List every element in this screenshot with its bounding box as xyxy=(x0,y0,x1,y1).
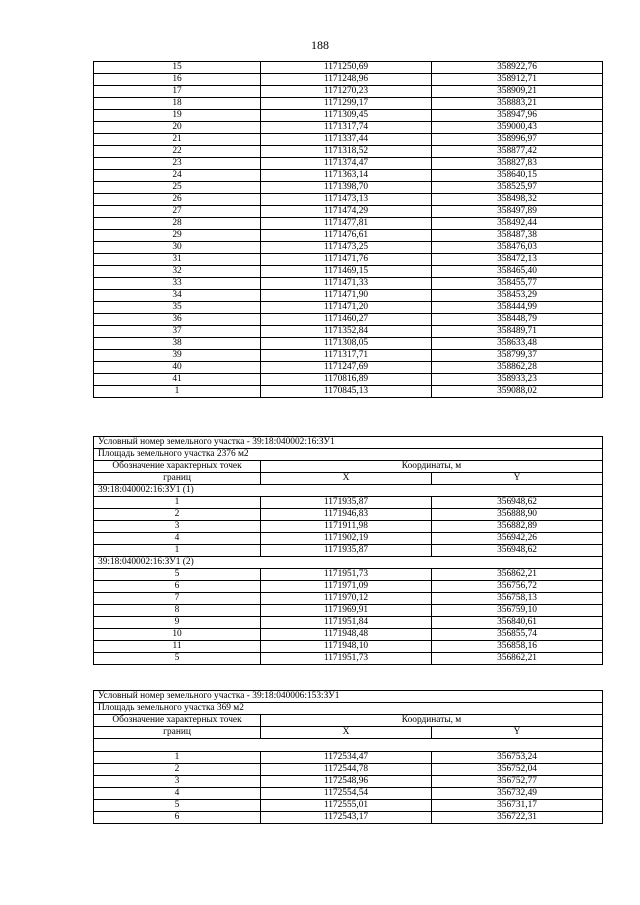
cell-x: 1171363,14 xyxy=(261,170,432,182)
cell-y: 358827,83 xyxy=(432,158,603,170)
cell-point: 9 xyxy=(94,617,261,629)
cell-point: 2 xyxy=(94,509,261,521)
plot1-part-label: 39:18:040002:16:ЗУ1 (2) xyxy=(94,557,603,569)
cell-point: 23 xyxy=(94,158,261,170)
cell-y: 356752,04 xyxy=(432,764,603,776)
cell-y: 356862,21 xyxy=(432,653,603,665)
cell-x: 1171970,12 xyxy=(261,593,432,605)
cell-point: 34 xyxy=(94,290,261,302)
table-row xyxy=(94,122,603,134)
cell-x: 1171946,83 xyxy=(261,509,432,521)
cell-x: 1171317,74 xyxy=(261,122,432,134)
table-row xyxy=(94,98,603,110)
cell-y: 358799,37 xyxy=(432,350,603,362)
table-row xyxy=(94,86,603,98)
plot1-y-header: Y xyxy=(432,473,603,485)
cell-x: 1171911,98 xyxy=(261,521,432,533)
cell-point: 8 xyxy=(94,605,261,617)
cell-y: 356942,26 xyxy=(432,533,603,545)
cell-point: 1 xyxy=(94,497,261,509)
cell-x: 1171471,90 xyxy=(261,290,432,302)
table-row xyxy=(94,182,603,194)
plot1-part-label-row xyxy=(94,485,603,497)
cell-x: 1171337,44 xyxy=(261,134,432,146)
plot2-x-header: X xyxy=(261,727,432,739)
table-row xyxy=(94,569,603,581)
cell-x: 1171352,84 xyxy=(261,326,432,338)
cell-point: 3 xyxy=(94,521,261,533)
cell-point: 22 xyxy=(94,146,261,158)
cell-point: 4 xyxy=(94,533,261,545)
cell-point: 28 xyxy=(94,218,261,230)
plot2-coordinates-table xyxy=(93,690,603,824)
plot2-coords-header: Координаты, м xyxy=(261,715,603,727)
cell-point: 26 xyxy=(94,194,261,206)
cell-y: 358448,79 xyxy=(432,314,603,326)
cell-x: 1171471,33 xyxy=(261,278,432,290)
cell-x: 1170816,89 xyxy=(261,374,432,386)
cell-point: 6 xyxy=(94,581,261,593)
cell-point: 30 xyxy=(94,242,261,254)
cell-y: 358947,96 xyxy=(432,110,603,122)
table-row xyxy=(94,74,603,86)
table-row xyxy=(94,617,603,629)
cell-x: 1171270,23 xyxy=(261,86,432,98)
cell-y: 356759,10 xyxy=(432,605,603,617)
table-row xyxy=(94,800,603,812)
cell-x: 1171250,69 xyxy=(261,62,432,74)
cell-point: 17 xyxy=(94,86,261,98)
cell-point: 33 xyxy=(94,278,261,290)
plot2-points-header-line2: границ xyxy=(94,727,261,739)
cell-x: 1171473,13 xyxy=(261,194,432,206)
plot1-points-header: Обозначение характерных точек xyxy=(94,461,261,473)
cell-y: 356756,72 xyxy=(432,581,603,593)
cell-point: 5 xyxy=(94,653,261,665)
cell-y: 358862,28 xyxy=(432,362,603,374)
cell-y: 359088,02 xyxy=(432,386,603,398)
cell-y: 358465,40 xyxy=(432,266,603,278)
cell-x: 1171474,29 xyxy=(261,206,432,218)
plot2-blank-row xyxy=(94,739,603,752)
cell-point: 16 xyxy=(94,74,261,86)
table-row xyxy=(94,653,603,665)
cell-x: 1172534,47 xyxy=(261,752,432,764)
cell-y: 359000,43 xyxy=(432,122,603,134)
continued-table-body xyxy=(94,62,603,398)
cell-y: 358912,71 xyxy=(432,74,603,86)
plot2-table-body xyxy=(94,691,603,824)
table-row xyxy=(94,545,603,557)
plot1-coordinates-table xyxy=(93,436,603,665)
cell-y: 356732,49 xyxy=(432,788,603,800)
cell-x: 1171951,73 xyxy=(261,569,432,581)
cell-y: 358492,44 xyxy=(432,218,603,230)
cell-x: 1171902,19 xyxy=(261,533,432,545)
cell-x: 1172554,54 xyxy=(261,788,432,800)
cell-point: 29 xyxy=(94,230,261,242)
cell-y: 356855,74 xyxy=(432,629,603,641)
cell-y: 358909,21 xyxy=(432,86,603,98)
cell-x: 1171309,45 xyxy=(261,110,432,122)
cell-y: 356731,17 xyxy=(432,800,603,812)
cell-y: 358487,38 xyxy=(432,230,603,242)
plot2-points-header: Обозначение характерных точек xyxy=(94,715,261,727)
cell-x: 1171469,15 xyxy=(261,266,432,278)
cell-y: 356752,77 xyxy=(432,776,603,788)
cell-point: 5 xyxy=(94,569,261,581)
cell-y: 358476,03 xyxy=(432,242,603,254)
cell-y: 358455,77 xyxy=(432,278,603,290)
table-row xyxy=(94,194,603,206)
cell-x: 1171471,20 xyxy=(261,302,432,314)
table-row xyxy=(94,338,603,350)
table-row xyxy=(94,497,603,509)
plot1-area: Площадь земельного участка 2376 м2 xyxy=(94,449,603,461)
cell-point: 41 xyxy=(94,374,261,386)
cell-point: 40 xyxy=(94,362,261,374)
cell-x: 1172548,96 xyxy=(261,776,432,788)
plot1-points-header-line2: границ xyxy=(94,473,261,485)
cell-y: 356858,16 xyxy=(432,641,603,653)
table-row xyxy=(94,629,603,641)
cell-x: 1171398,70 xyxy=(261,182,432,194)
cell-y: 358922,76 xyxy=(432,62,603,74)
cell-y: 358498,32 xyxy=(432,194,603,206)
cell-point: 39 xyxy=(94,350,261,362)
cell-point: 25 xyxy=(94,182,261,194)
cell-point: 4 xyxy=(94,788,261,800)
table-row xyxy=(94,278,603,290)
plot1-part-label-row xyxy=(94,557,603,569)
table-row xyxy=(94,812,603,824)
cell-x: 1171317,71 xyxy=(261,350,432,362)
table-row xyxy=(94,374,603,386)
cell-x: 1171477,81 xyxy=(261,218,432,230)
cell-x: 1171460,27 xyxy=(261,314,432,326)
cell-y: 358883,21 xyxy=(432,98,603,110)
table-row xyxy=(94,170,603,182)
table-row xyxy=(94,641,603,653)
cell-y: 356758,13 xyxy=(432,593,603,605)
table-row xyxy=(94,242,603,254)
cell-point: 18 xyxy=(94,98,261,110)
cell-y: 358489,71 xyxy=(432,326,603,338)
table-row xyxy=(94,776,603,788)
cell-x: 1171248,96 xyxy=(261,74,432,86)
cell-point: 5 xyxy=(94,800,261,812)
cell-y: 356948,62 xyxy=(432,497,603,509)
cell-point: 1 xyxy=(94,545,261,557)
cell-x: 1171951,73 xyxy=(261,653,432,665)
cell-point: 11 xyxy=(94,641,261,653)
table-row xyxy=(94,290,603,302)
cell-y: 356753,24 xyxy=(432,752,603,764)
cell-y: 358453,29 xyxy=(432,290,603,302)
cell-y: 358497,89 xyxy=(432,206,603,218)
cell-y: 358444,99 xyxy=(432,302,603,314)
cell-y: 358640,15 xyxy=(432,170,603,182)
cell-y: 358525,97 xyxy=(432,182,603,194)
table-row xyxy=(94,146,603,158)
cell-point: 31 xyxy=(94,254,261,266)
table-row xyxy=(94,350,603,362)
plot1-coords-header: Координаты, м xyxy=(261,461,603,473)
table-row xyxy=(94,218,603,230)
plot2-y-header: Y xyxy=(432,727,603,739)
cell-point: 21 xyxy=(94,134,261,146)
continued-coordinates-table xyxy=(93,61,603,398)
cell-point: 1 xyxy=(94,386,261,398)
table-row xyxy=(94,581,603,593)
cell-point: 6 xyxy=(94,812,261,824)
cell-x: 1171948,10 xyxy=(261,641,432,653)
cell-x: 1171971,09 xyxy=(261,581,432,593)
plot2-cadastral-number: Условный номер земельного участка - 39:18:040006:153:ЗУ1 xyxy=(94,691,603,703)
cell-x: 1170845,13 xyxy=(261,386,432,398)
cell-x: 1171969,91 xyxy=(261,605,432,617)
cell-x: 1171308,05 xyxy=(261,338,432,350)
cell-point: 3 xyxy=(94,776,261,788)
cell-point: 37 xyxy=(94,326,261,338)
cell-y: 356840,61 xyxy=(432,617,603,629)
cell-x: 1171374,47 xyxy=(261,158,432,170)
cell-x: 1171247,69 xyxy=(261,362,432,374)
table-row xyxy=(94,230,603,242)
table-row xyxy=(94,764,603,776)
cell-y: 356722,31 xyxy=(432,812,603,824)
table-row xyxy=(94,134,603,146)
cell-point: 7 xyxy=(94,593,261,605)
table-row xyxy=(94,326,603,338)
cell-x: 1172544,78 xyxy=(261,764,432,776)
table-row xyxy=(94,521,603,533)
cell-y: 356948,62 xyxy=(432,545,603,557)
plot1-part-label: 39:18:040002:16:ЗУ1 (1) xyxy=(94,485,603,497)
plot2-blank-cell xyxy=(94,739,603,752)
cell-x: 1171935,87 xyxy=(261,497,432,509)
cell-y: 358933,23 xyxy=(432,374,603,386)
page-number: 188 xyxy=(311,38,329,52)
table-row xyxy=(94,386,603,398)
cell-y: 356882,89 xyxy=(432,521,603,533)
cell-y: 358996,97 xyxy=(432,134,603,146)
plot1-table-body xyxy=(94,437,603,665)
cell-x: 1172555,01 xyxy=(261,800,432,812)
cell-y: 358472,13 xyxy=(432,254,603,266)
table-row xyxy=(94,206,603,218)
table-row xyxy=(94,254,603,266)
table-row xyxy=(94,533,603,545)
cell-point: 32 xyxy=(94,266,261,278)
cell-point: 19 xyxy=(94,110,261,122)
cell-x: 1171951,84 xyxy=(261,617,432,629)
cell-y: 356888,90 xyxy=(432,509,603,521)
table-row xyxy=(94,605,603,617)
cell-point: 1 xyxy=(94,752,261,764)
table-row xyxy=(94,158,603,170)
cell-x: 1171299,17 xyxy=(261,98,432,110)
cell-y: 356862,21 xyxy=(432,569,603,581)
cell-point: 38 xyxy=(94,338,261,350)
cell-x: 1171471,76 xyxy=(261,254,432,266)
plot2-area: Площадь земельного участка 369 м2 xyxy=(94,703,603,715)
cell-point: 2 xyxy=(94,764,261,776)
cell-point: 36 xyxy=(94,314,261,326)
table-row xyxy=(94,62,603,74)
table-row xyxy=(94,788,603,800)
table-row xyxy=(94,314,603,326)
table-row xyxy=(94,302,603,314)
cell-y: 358633,48 xyxy=(432,338,603,350)
cell-point: 15 xyxy=(94,62,261,74)
cell-point: 20 xyxy=(94,122,261,134)
table-row xyxy=(94,752,603,764)
cell-x: 1171948,48 xyxy=(261,629,432,641)
table-row xyxy=(94,509,603,521)
cell-point: 27 xyxy=(94,206,261,218)
table-row xyxy=(94,593,603,605)
cell-x: 1171473,25 xyxy=(261,242,432,254)
cell-point: 10 xyxy=(94,629,261,641)
cell-x: 1171318,52 xyxy=(261,146,432,158)
table-row xyxy=(94,110,603,122)
plot1-x-header: X xyxy=(261,473,432,485)
cell-point: 35 xyxy=(94,302,261,314)
cell-x: 1172543,17 xyxy=(261,812,432,824)
plot1-cadastral-number: Условный номер земельного участка - 39:18:040002:16:ЗУ1 xyxy=(94,437,603,449)
table-row xyxy=(94,266,603,278)
cell-point: 24 xyxy=(94,170,261,182)
cell-x: 1171935,87 xyxy=(261,545,432,557)
cell-x: 1171476,61 xyxy=(261,230,432,242)
table-row xyxy=(94,362,603,374)
cell-y: 358877,42 xyxy=(432,146,603,158)
